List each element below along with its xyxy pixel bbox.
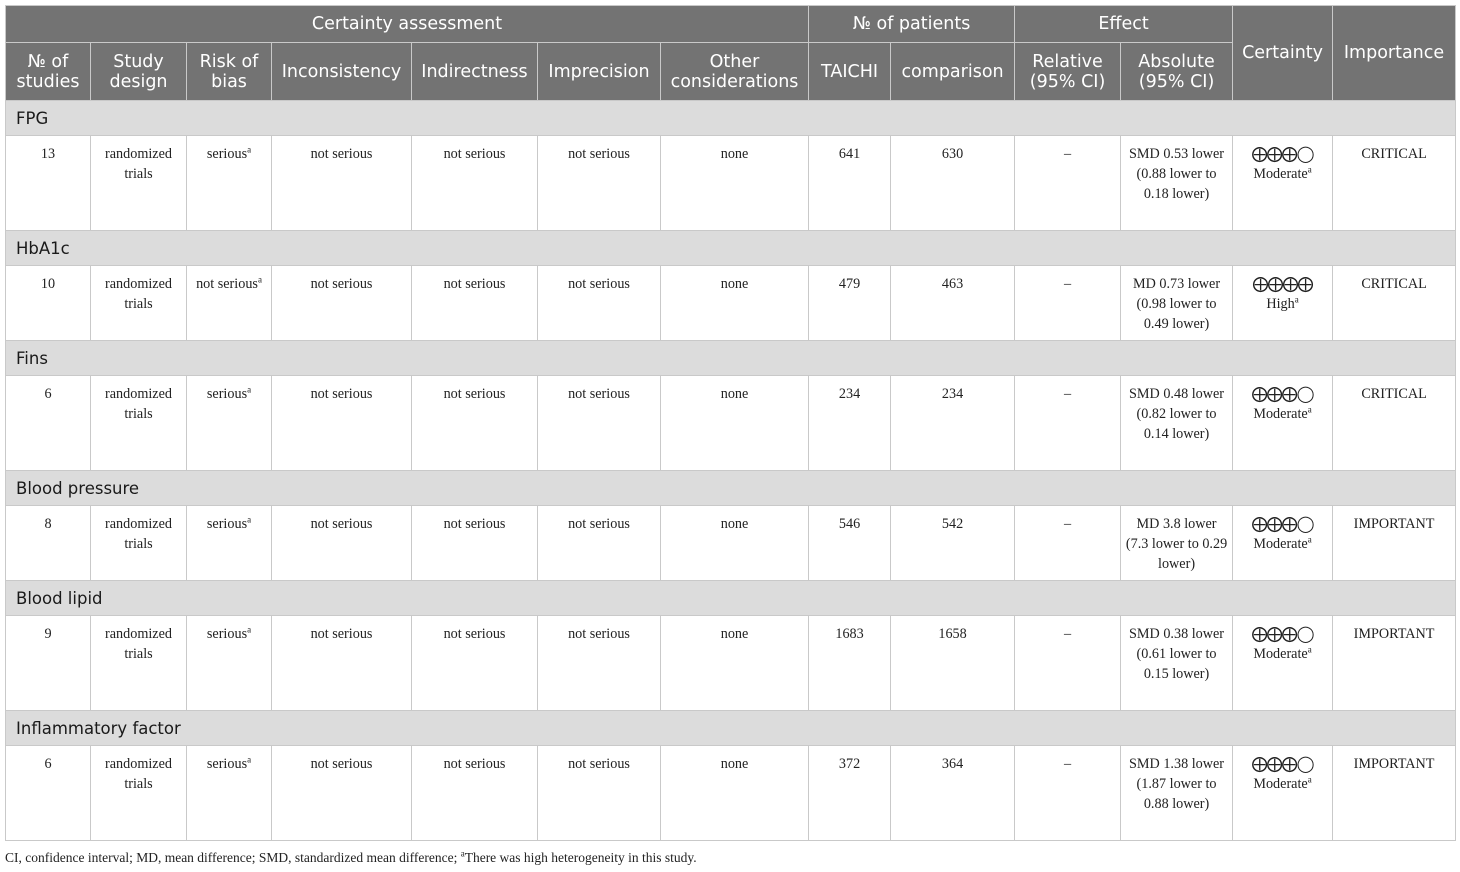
cell-comparison: 234 [891,376,1015,471]
risk-of-bias-value: serious [206,516,248,532]
cell-absolute: MD 0.73 lower (0.98 lower to 0.49 lower) [1121,266,1233,341]
certainty-sup: a [1307,644,1312,655]
certainty-label: Moderate [1253,776,1308,792]
cell-other-considerations: none [661,136,809,231]
cell-imprecision: not serious [538,136,661,231]
section-title: Inflammatory factor [6,711,1456,746]
cell-studies: 13 [6,136,91,231]
header-number-of-patients: № of patients [809,6,1015,43]
risk-of-bias-sup: a [247,384,252,395]
section-row [6,101,1456,136]
certainty-sup: a [1307,404,1312,415]
cell-absolute: SMD 0.38 lower (0.61 lower to 0.15 lower) [1121,616,1233,711]
header-taichi: TAICHI [809,43,891,101]
cell-indirectness: not serious [412,506,538,581]
table-footnote [5,850,697,866]
certainty-label: Moderate [1253,166,1308,182]
certainty-circles-icon: ⨁⨁⨁◯ [1251,514,1314,533]
section-row [6,231,1456,266]
cell-importance: IMPORTANT [1333,746,1456,841]
cell-absolute: SMD 1.38 lower (1.87 lower to 0.88 lower) [1121,746,1233,841]
cell-comparison: 1658 [891,616,1015,711]
section-title: Blood pressure [6,471,1456,506]
risk-of-bias-sup: a [247,754,252,765]
cell-certainty [1233,506,1333,581]
cell-other-considerations: none [661,616,809,711]
section-row [6,471,1456,506]
cell-importance: IMPORTANT [1333,506,1456,581]
certainty-sup: a [1307,774,1312,785]
header-risk-of-bias: Risk of bias [187,43,272,101]
cell-indirectness: not serious [412,616,538,711]
risk-of-bias-value: serious [206,146,248,162]
cell-study-design: randomized trials [91,266,187,341]
certainty-circles-icon: ⨁⨁⨁⨁ [1252,274,1313,293]
cell-importance: CRITICAL [1333,266,1456,341]
grade-evidence-table [5,5,1456,841]
cell-certainty [1233,136,1333,231]
cell-risk-of-bias [187,266,272,341]
cell-risk-of-bias [187,376,272,471]
header-indirectness: Indirectness [412,43,538,101]
cell-absolute: SMD 0.53 lower (0.88 lower to 0.18 lower) [1121,136,1233,231]
risk-of-bias-value: serious [206,756,248,772]
risk-of-bias-sup: a [247,514,252,525]
certainty-label: Moderate [1253,646,1308,662]
cell-inconsistency: not serious [272,266,412,341]
section-row [6,581,1456,616]
cell-taichi: 641 [809,136,891,231]
grade-table-container [5,5,1455,841]
risk-of-bias-value: not serious [196,276,258,292]
footnote-abbreviations: CI, confidence interval; MD, mean difference; SMD, standardized mean difference; [5,850,461,865]
section-title: Fins [6,341,1456,376]
certainty-label: High [1266,296,1295,312]
table-body [6,101,1456,841]
certainty-circles-icon: ⨁⨁⨁◯ [1251,144,1314,163]
cell-taichi: 479 [809,266,891,341]
header-relative: Relative (95% CI) [1015,43,1121,101]
header-importance: Importance [1333,6,1456,101]
table-row [6,506,1456,581]
header-absolute: Absolute (95% CI) [1121,43,1233,101]
cell-importance: CRITICAL [1333,136,1456,231]
cell-indirectness: not serious [412,746,538,841]
certainty-label: Moderate [1253,406,1308,422]
header-certainty: Certainty [1233,6,1333,101]
certainty-sup: a [1307,164,1312,175]
header-study-design: Study design [91,43,187,101]
cell-studies: 6 [6,746,91,841]
cell-imprecision: not serious [538,266,661,341]
table-row [6,136,1456,231]
cell-relative: – [1015,136,1121,231]
table-row [6,266,1456,341]
cell-indirectness: not serious [412,376,538,471]
risk-of-bias-value: serious [206,386,248,402]
risk-of-bias-value: serious [206,626,248,642]
cell-certainty [1233,376,1333,471]
cell-inconsistency: not serious [272,376,412,471]
cell-other-considerations: none [661,266,809,341]
certainty-label: Moderate [1253,536,1308,552]
footnote-note: There was high heterogeneity in this study. [464,850,697,865]
cell-imprecision: not serious [538,376,661,471]
cell-other-considerations: none [661,746,809,841]
cell-relative: – [1015,746,1121,841]
cell-comparison: 463 [891,266,1015,341]
cell-study-design: randomized trials [91,136,187,231]
header-comparison: comparison [891,43,1015,101]
certainty-sup: a [1294,294,1299,305]
cell-indirectness: not serious [412,266,538,341]
cell-relative: – [1015,506,1121,581]
table-row [6,376,1456,471]
cell-absolute: SMD 0.48 lower (0.82 lower to 0.14 lower) [1121,376,1233,471]
cell-certainty [1233,616,1333,711]
cell-imprecision: not serious [538,506,661,581]
cell-imprecision: not serious [538,746,661,841]
cell-imprecision: not serious [538,616,661,711]
cell-importance: IMPORTANT [1333,616,1456,711]
header-inconsistency: Inconsistency [272,43,412,101]
cell-relative: – [1015,616,1121,711]
table-header [6,6,1456,101]
cell-studies: 9 [6,616,91,711]
cell-other-considerations: none [661,376,809,471]
risk-of-bias-sup: a [247,144,252,155]
cell-taichi: 234 [809,376,891,471]
cell-comparison: 364 [891,746,1015,841]
cell-studies: 10 [6,266,91,341]
cell-absolute: MD 3.8 lower (7.3 lower to 0.29 lower) [1121,506,1233,581]
table-row [6,616,1456,711]
cell-study-design: randomized trials [91,616,187,711]
cell-comparison: 542 [891,506,1015,581]
cell-relative: – [1015,376,1121,471]
cell-taichi: 1683 [809,616,891,711]
cell-taichi: 546 [809,506,891,581]
cell-importance: CRITICAL [1333,376,1456,471]
cell-taichi: 372 [809,746,891,841]
cell-certainty [1233,266,1333,341]
cell-relative: – [1015,266,1121,341]
section-title: FPG [6,101,1456,136]
cell-certainty [1233,746,1333,841]
certainty-sup: a [1307,534,1312,545]
table-row [6,746,1456,841]
section-row [6,341,1456,376]
cell-study-design: randomized trials [91,376,187,471]
cell-inconsistency: not serious [272,136,412,231]
cell-risk-of-bias [187,136,272,231]
cell-study-design: randomized trials [91,506,187,581]
section-title: Blood lipid [6,581,1456,616]
header-certainty-assessment: Certainty assessment [6,6,809,43]
header-n-studies: № of studies [6,43,91,101]
cell-study-design: randomized trials [91,746,187,841]
cell-inconsistency: not serious [272,616,412,711]
certainty-circles-icon: ⨁⨁⨁◯ [1251,754,1314,773]
cell-inconsistency: not serious [272,506,412,581]
section-row [6,711,1456,746]
cell-risk-of-bias [187,746,272,841]
risk-of-bias-sup: a [257,274,262,285]
header-other-considerations: Other considerations [661,43,809,101]
cell-comparison: 630 [891,136,1015,231]
footnote-marker: a [460,848,465,859]
cell-risk-of-bias [187,506,272,581]
cell-risk-of-bias [187,616,272,711]
cell-indirectness: not serious [412,136,538,231]
section-title: HbA1c [6,231,1456,266]
header-imprecision: Imprecision [538,43,661,101]
risk-of-bias-sup: a [247,624,252,635]
cell-other-considerations: none [661,506,809,581]
header-effect: Effect [1015,6,1233,43]
cell-studies: 8 [6,506,91,581]
cell-inconsistency: not serious [272,746,412,841]
certainty-circles-icon: ⨁⨁⨁◯ [1251,624,1314,643]
cell-studies: 6 [6,376,91,471]
certainty-circles-icon: ⨁⨁⨁◯ [1251,384,1314,403]
